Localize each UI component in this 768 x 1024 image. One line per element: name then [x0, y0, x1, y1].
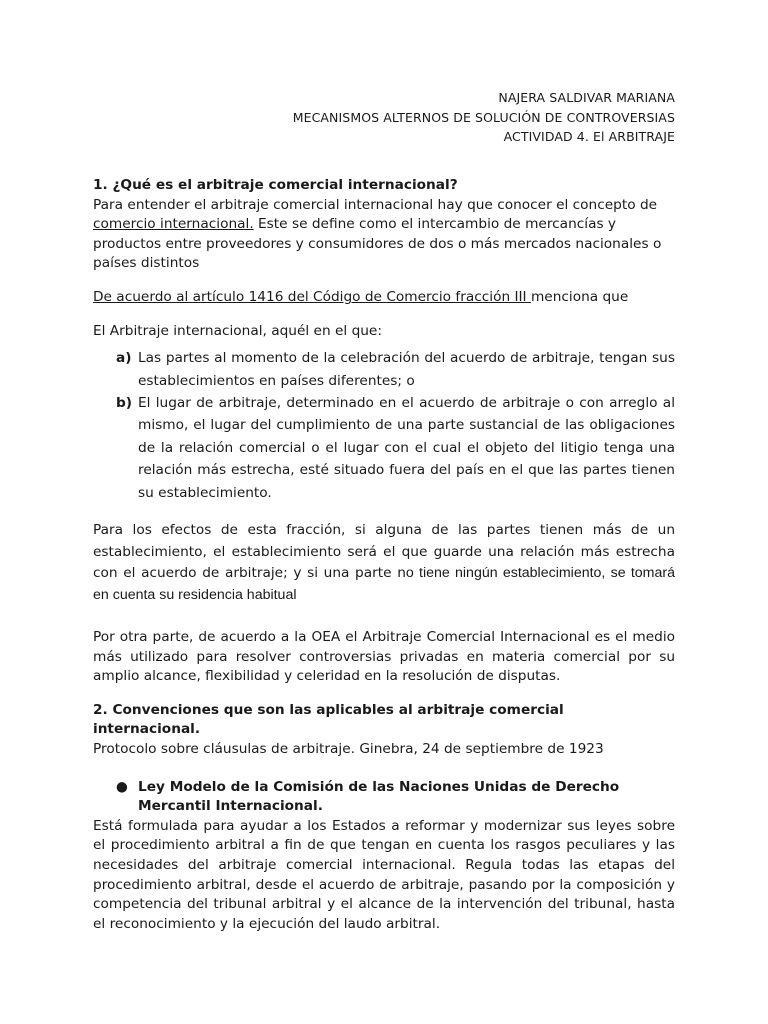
protocol-line: Protocolo sobre cláusulas de arbitraje. Ginebra, 24 de septiembre de 1923: [93, 740, 604, 757]
oea-paragraph: Por otra parte, de acuerdo a la OEA el Arbitraje Comercial Internacional es el medio más utilizado para resolver controversias privadas en materia comercial por su amplio alcance, flexibilidad y celeridad en la resolución de disputas.: [93, 629, 675, 685]
activity-title: ACTIVIDAD 4. El ARBITRAJE: [503, 129, 675, 144]
model-law-title: Ley Modelo de la Comisión de las Naciones Unidas de Derecho Mercantil Internacional.: [138, 778, 620, 815]
list-item: [116, 347, 675, 392]
effects-text-1: Para los efectos de esta fracción, si alguna de las partes tienen más de un establecimiento, el establecimiento será el que guarde una relación más estrecha con el acuerdo de arbitraje; y si una parte n: [93, 522, 675, 581]
legal-reference-paragraph: [93, 288, 675, 308]
bullet-icon: ●: [116, 778, 128, 795]
definition-intro: El Arbitraje internacional, aquél en el que:: [93, 322, 382, 339]
model-law-bullet: [116, 778, 675, 817]
effects-text-2: o tiene ningún establecimiento, se tomará en cuenta su residencia habitual: [93, 565, 675, 603]
legal-reference-tail: menciona que: [530, 288, 629, 305]
list-item-text: El lugar de arbitraje, determinado en el acuerdo de arbitraje o con arreglo al mismo, el lugar del cumplimiento de una parte sustancial de las obligaciones de la relación comercial o el lugar con el cual el objeto del litigio tenga una relación más estrecha, esté situado fuera del país en el que las partes tienen su establecimiento.: [138, 394, 675, 501]
list-marker: b): [116, 394, 133, 411]
document-body: [93, 176, 675, 934]
list-marker: a): [116, 350, 132, 367]
effects-paragraph: [93, 520, 675, 606]
intro-text-1: Para entender el arbitraje comercial internacional hay que conocer el concepto de: [93, 196, 658, 213]
intro-paragraph: [93, 196, 675, 274]
list-item-text: Las partes al momento de la celebración del acuerdo de arbitraje, tengan sus establecimientos en países diferentes; o: [138, 350, 675, 389]
question-1-heading: 1. ¿Qué es el arbitraje comercial internacional?: [93, 177, 458, 193]
model-law-paragraph: Está formulada para ayudar a los Estados a reformar y modernizar sus leyes sobre el procedimiento arbitral a fin de que tengan en cuenta los rasgos peculiares y las necesidades del arbitraje comercial internacional. Regula todas las etapas del procedimiento arbitral, desde el acuerdo de arbitraje, pasando por la composición y competencia del tribunal arbitral y el alcance de la intervención del tribunal, hasta el reconocimiento y la ejecución del laudo arbitral.: [93, 817, 675, 932]
document-header: [293, 88, 675, 147]
question-2-heading: 2. Convenciones que son las aplicables al arbitraje comercial internacional.: [93, 701, 564, 738]
definition-list: [116, 347, 675, 504]
legal-reference: De acuerdo al artículo 1416 del Código de Comercio fracción III: [93, 288, 531, 305]
intro-text-2: Este se define como el intercambio de mercancías y productos entre proveedores y consumidores de dos o más mercados nacionales o países distintos: [93, 216, 662, 272]
list-item: [116, 392, 675, 504]
course-name: MECANISMOS ALTERNOS DE SOLUCIÓN DE CONTROVERSIAS: [292, 109, 675, 125]
author-name: NAJERA SALDIVAR MARIANA: [498, 90, 675, 105]
intro-underlined-term: comercio internacional.: [93, 216, 254, 233]
